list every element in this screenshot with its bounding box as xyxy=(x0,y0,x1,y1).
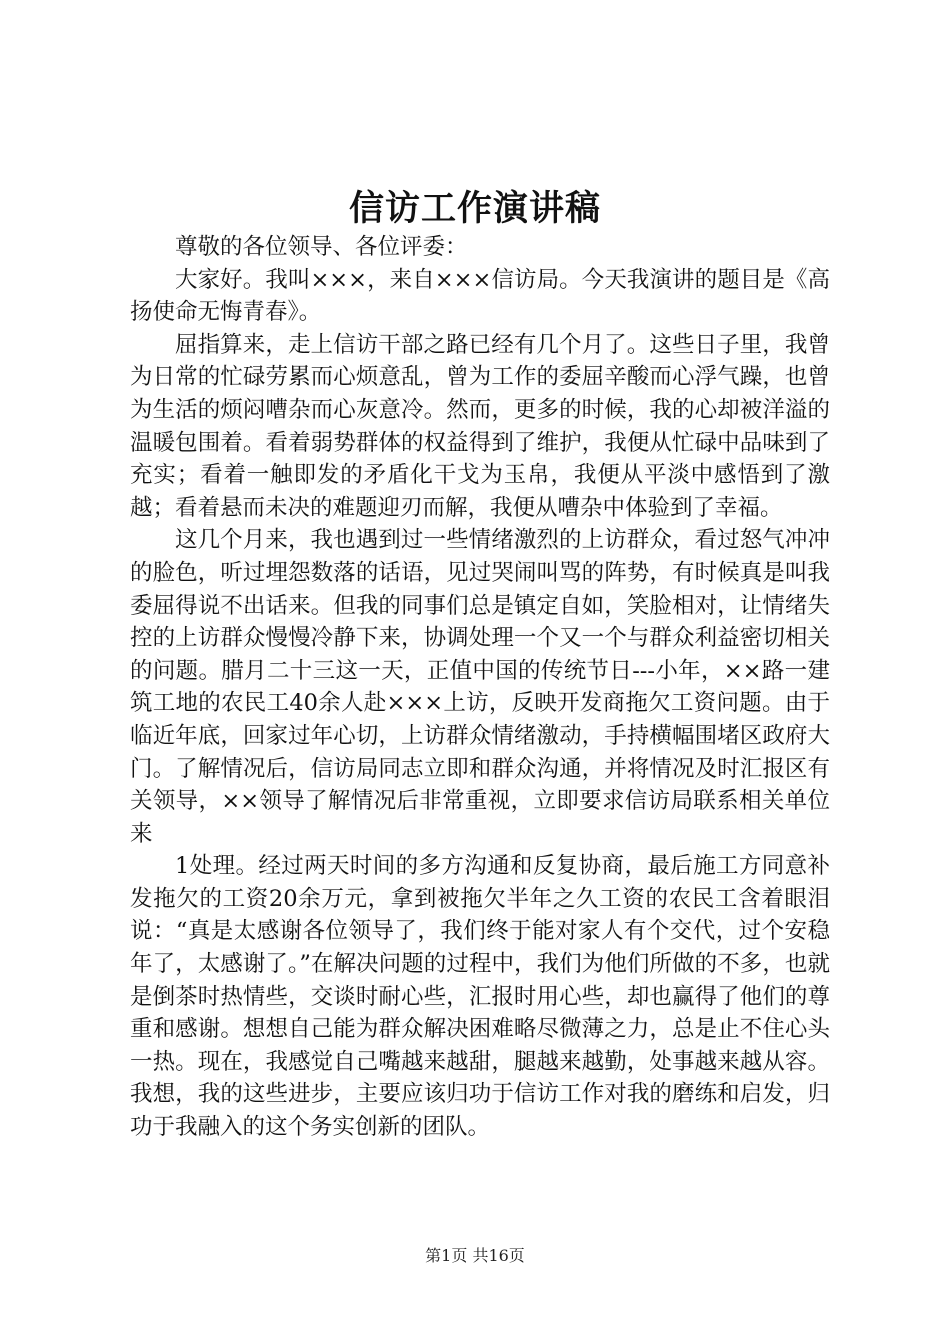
paragraph-story: 这几个月来，我也遇到过一些情绪激烈的上访群众，看过怒气冲冲的脸色，听过埋怨数落的话语，见过哭闹叫骂的阵势，有时候真是叫我委屈得说不出话来。但我的同事们总是镇定自如，笑脸相对，让情绪失控的上访群众慢慢冷静下来，协调处理一个又一个与群众利益密切相关的问题。腊月二十三这一天，正值中国的传统节日---小年，××路一建筑工地的农民工40余人赴×××上访，反映开发商拖欠工资问题。由于临近年底，回家过年心切，上访群众情绪激动，手持横幅围堵区政府大门。了解情况后，信访局同志立即和群众沟通，并将情况及时汇报区有关领导，××领导了解情况后非常重视，立即要求信访局联系相关单位来 xyxy=(130,527,830,847)
paragraph-salutation: 尊敬的各位领导、各位评委： xyxy=(175,234,468,260)
document-body xyxy=(130,231,830,1144)
paragraph-resolution: 1处理。经过两天时间的多方沟通和反复协商，最后施工方同意补发拖欠的工资20余万元，拿到被拖欠半年之久工资的农民工含着眼泪说：“真是太感谢各位领导了，我们终于能对家人有个交代，过个安稳年了，太感谢了。”在解决问题的过程中，我们为他们所做的不多，也就是倒茶时热情些，交谈时耐心些，汇报时用心些，却也赢得了他们的尊重和感谢。想想自己能为群众解决困难略尽微薄之力，总是止不住心头一热。现在，我感觉自己嘴越来越甜，腿越来越勤，处事越来越从容。我想，我的这些进步，主要应该归功于信访工作对我的磨练和启发，归功于我融入的这个务实创新的团队。 xyxy=(130,853,830,1141)
document-title: 信访工作演讲稿 xyxy=(348,188,601,229)
paragraph-reflection: 屈指算来，走上信访干部之路已经有几个月了。这些日子里，我曾为日常的忙碌劳累而心烦意乱，曾为工作的委屈辛酸而心浮气躁，也曾为生活的烦闷嘈杂而心灰意冷。然而，更多的时候，我的心却被洋溢的温暖包围着。看着弱势群体的权益得到了维护，我便从忙碌中品味到了充实；看着一触即发的矛盾化干戈为玉帛，我便从平淡中感悟到了激越；看着悬而未决的难题迎刃而解，我便从嘈杂中体验到了幸福。 xyxy=(130,331,830,521)
paragraph-introduction: 大家好。我叫×××，来自×××信访局。今天我演讲的题目是《高扬使命无悔青春》。 xyxy=(130,266,830,326)
page-number-footer: 第1页 共16页 xyxy=(425,1246,525,1265)
